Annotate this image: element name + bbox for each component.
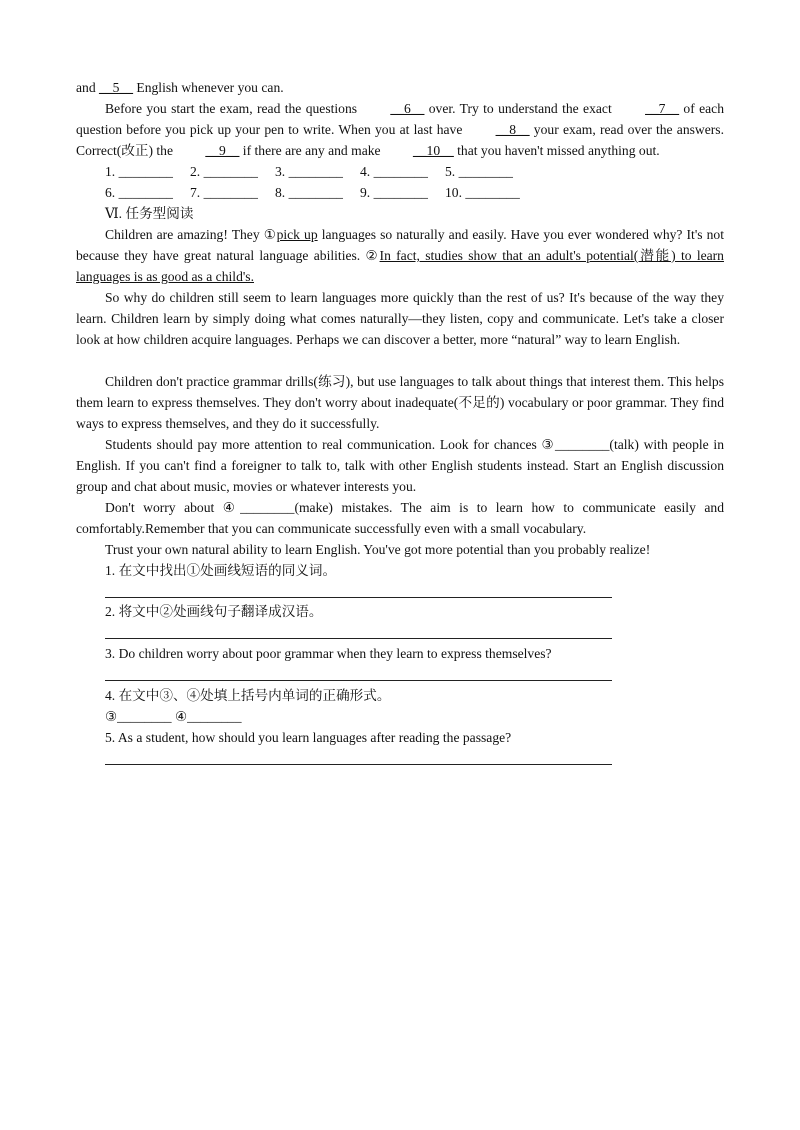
question-3: 3. Do children worry about poor grammar when they learn to express themselves?	[105, 646, 552, 661]
passage-paragraph-6: Trust your own natural ability to learn English. You've got more potential than you probably realize!	[105, 542, 651, 557]
cloze-blank-6: __6__	[390, 101, 425, 116]
passage-text: languages so naturally and easily. Have you ever wondered why? It's not because they have great natural language abilities. ②	[76, 227, 724, 263]
answer-slot[interactable]: 3. ________	[275, 164, 343, 179]
question-1: 1. 在文中找出①处画线短语的同义词。	[105, 563, 337, 578]
question-2: 2. 将文中②处画线句子翻译成汉语。	[105, 604, 323, 619]
answer-slot[interactable]: 1. ________	[105, 164, 173, 179]
cloze-blank-10: __10__	[412, 143, 454, 158]
question-4: 4. 在文中③、④处填上括号内单词的正确形式。	[105, 688, 391, 703]
answer-slot[interactable]: 10. ________	[445, 185, 520, 200]
passage-paragraph-5: Don't worry about ④________(make) mistakes. The aim is to learn how to communicate easily and comfortably.Remember that you can communicate successfully even with a small vocabulary.	[76, 500, 724, 536]
passage-paragraph-3: Children don't practice grammar drills(练习), but use languages to talk about things that interest them. This helps them learn to express themselves. They don't worry about inadequate(不足的) vocabulary or poor grammar. They find ways to express themselves, and they do it successfully.	[76, 374, 724, 431]
answer-slot[interactable]: 7. ________	[190, 185, 258, 200]
cloze-text: that you haven't missed anything out.	[453, 143, 660, 158]
answer-line-2[interactable]	[105, 638, 612, 639]
answer-slot[interactable]: 4. ________	[360, 164, 428, 179]
cloze-text: if there are any and make	[239, 143, 384, 158]
cloze-blank-8: __8__	[495, 122, 530, 137]
passage-paragraph-4: Students should pay more attention to real communication. Look for chances ③________(talk) with people in English. If you can't find a foreigner to talk to, talk with other English students instead. Start an English discussion group and chat about music, movies or whatever interests you.	[76, 437, 724, 494]
cloze-text: Before you start the exam, read the questions	[105, 101, 362, 116]
answer-line-5[interactable]	[105, 764, 612, 765]
passage-paragraph-1	[76, 224, 724, 287]
answer-slot[interactable]: 9. ________	[360, 185, 428, 200]
answer-slot[interactable]: 8. ________	[275, 185, 343, 200]
question-4-blanks[interactable]: ③________ ④________	[105, 709, 242, 724]
answer-slot[interactable]: 2. ________	[190, 164, 258, 179]
cloze-text: and	[76, 80, 100, 95]
passage-text: Children are amazing! They ①	[105, 227, 277, 242]
underlined-sentence-2: In fact, studies show that an adult's potential(潜能) to learn languages is as good as a child's.	[76, 248, 724, 284]
cloze-line-1	[76, 77, 284, 98]
cloze-paragraph-2	[76, 98, 724, 161]
answer-row-1	[105, 161, 530, 182]
cloze-blank-9: __9__	[205, 143, 240, 158]
cloze-text: your exam, read over the answers. Correct(改正) the	[76, 122, 724, 158]
cloze-text: English whenever you can.	[133, 80, 284, 95]
question-5: 5. As a student, how should you learn languages after reading the passage?	[105, 730, 512, 745]
section-title: Ⅵ. 任务型阅读	[105, 206, 194, 221]
passage-paragraph-2: So why do children still seem to learn languages more quickly than the rest of us? It's because of the way they learn. Children learn by simply doing what comes naturally—they listen, copy and communicate. Let's take a closer look at how children acquire languages. Perhaps we can discover a better, more “natural” way to learn English.	[76, 290, 724, 347]
answer-slot[interactable]: 5. ________	[445, 164, 513, 179]
cloze-text: of each question before you pick up your pen to write. When you at last have	[76, 101, 724, 137]
answer-slot[interactable]: 6. ________	[105, 185, 173, 200]
answer-line-3[interactable]	[105, 680, 612, 681]
cloze-blank-7: __7__	[645, 101, 680, 116]
cloze-blank-5: __5__	[99, 80, 134, 95]
answer-line-1[interactable]	[105, 597, 612, 598]
underlined-phrase-1: pick up	[276, 227, 318, 242]
cloze-text: over. Try to understand the exact	[424, 101, 617, 116]
answer-row-2	[105, 182, 530, 203]
